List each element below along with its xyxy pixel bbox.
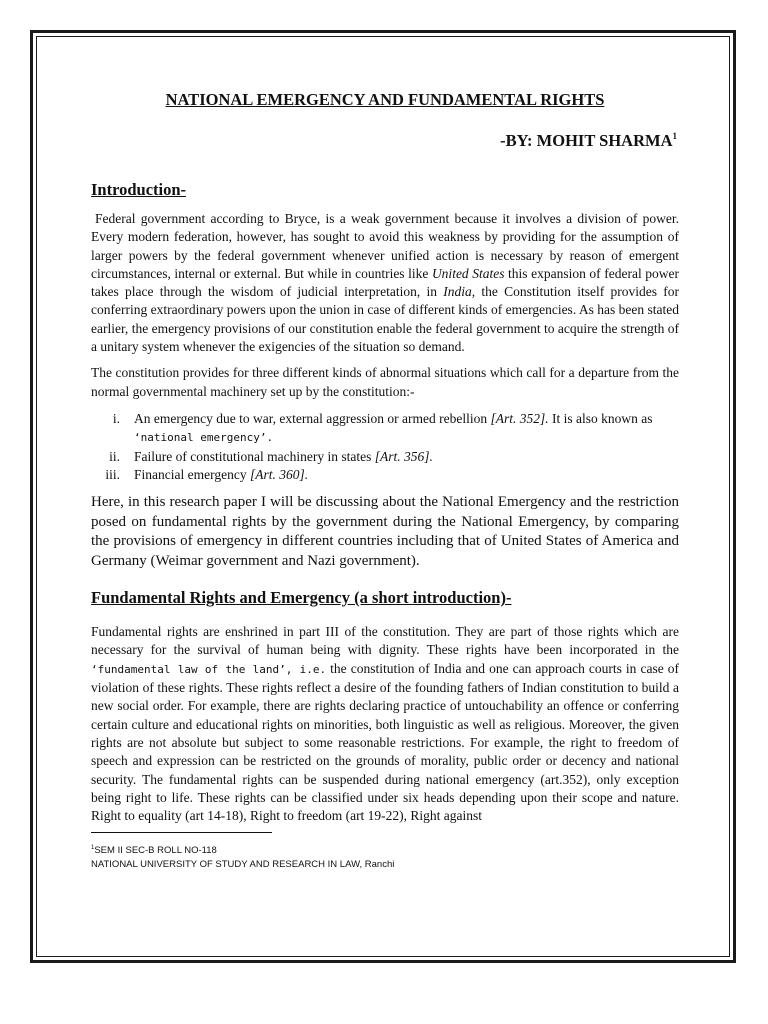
para1-italic-united-states: United States — [431, 265, 505, 281]
footnote-divider — [91, 832, 272, 833]
list-item-body: Failure of constitutional machinery in states — [134, 448, 375, 464]
list-item-article-ref: [Art. 352]. — [490, 410, 549, 426]
footnote-mark: 1 — [91, 845, 95, 852]
list-item-text — [134, 448, 679, 466]
author-line — [91, 124, 679, 148]
list-item — [91, 448, 679, 466]
footnote-text-1: SEM II SEC-B ROLL NO-118 — [94, 845, 217, 857]
list-item — [91, 466, 679, 484]
author-name: -BY: MOHIT SHARMA — [500, 131, 673, 150]
introduction-heading: Introduction- — [91, 180, 187, 199]
fundamental-rights-heading: Fundamental Rights and Emergency (a short introduction)- — [91, 588, 512, 608]
fr-term-fundamental-law: ‘fundamental law of the land’, i.e. — [91, 662, 327, 676]
list-item-article-ref: [Art. 356]. — [374, 448, 433, 464]
introduction-paragraph-1 — [91, 210, 679, 356]
list-item-number: ii. — [109, 448, 120, 464]
introduction-paragraph-2: The constitution provides for three different kinds of abnormal situations which call for a departure from the normal governmental machinery set up by the constitution:- — [91, 365, 679, 399]
para1-text-c: the Constitution itself provides for conferring extraordinary powers upon the union in case of different kinds of emergencies. As has been stated earlier, the emergency provisions of our constitution enable the federal government to acquire the strength of a unitary system whenever the exigencies of the situation so demand. — [91, 284, 679, 355]
footnote-line-1 — [91, 841, 679, 858]
list-item-body: Financial emergency — [134, 466, 250, 482]
para1-text-a: Federal government according to Bryce, is a weak government because it involves a division of power. Every modern federation, however, has sought to avoid this weakness by providing for the assumption of larger powers by the federal government whenever unified action is necessary by reason of emergent circumstances, internal or external. But while in countries like — [91, 211, 679, 281]
fundamental-rights-paragraph — [91, 623, 679, 825]
fr-text-a: Fundamental rights are enshrined in part III of the constitution. They are part of those rights which are necessary for the survival of human being with dignity. These rights have been incorporated in the — [91, 624, 679, 658]
list-item-number: iii. — [105, 466, 120, 482]
list-item-number: i. — [112, 410, 120, 426]
para1-text-b: this expansion of federal power takes place through the wisdom of judicial interpretation, in — [91, 265, 679, 300]
list-item-article-ref: [Art. 360]. — [249, 466, 309, 482]
para1-italic-india: India, — [443, 284, 476, 300]
fr-text-b: the constitution of India and one can approach courts in case of violation of these rights. These rights reflect a desire of the founding fathers of Indian constitution to build a new social order. For example, there are rights declaring practice of untouchability an offence or conferring certain culture and educational rights on minorities, both linguistic as well as religious. Moreover, the given rights are not absolute but subject to some reasonable restrictions. For example, the right to freedom of speech and expression can be restricted on the grounds of morality, public order or decency and national security. The fundamental rights can be suspended during national emergency (art.352), only exception being right to life. These rights can be classified under six heads depending upon their scope and nature. Right to equality (art 14-18), Right to freedom (art 19-22), Right against — [91, 660, 679, 824]
document-title: NATIONAL EMERGENCY AND FUNDAMENTAL RIGHTS — [165, 90, 605, 109]
list-item-term: ‘national emergency’. — [134, 431, 274, 445]
author-footnote-mark: 1 — [672, 131, 677, 141]
footnote-line-2: NATIONAL UNIVERSITY OF STUDY AND RESEARCH IN LAW, Ranchi — [91, 859, 395, 871]
emergency-types-list — [91, 410, 679, 484]
introduction-paragraph-3: Here, in this research paper I will be discussing about the National Emergency and the restriction posed on fundamental rights by the government during the National Emergency, by comparing the provisions of emergency in different countries including that of United States of America and Germany (Weimar government and Nazi government). — [91, 494, 679, 569]
list-item-tail: It is also known as — [548, 410, 653, 426]
document-body — [91, 88, 679, 872]
footnote — [91, 841, 679, 872]
list-item-body: An emergency due to war, external aggression or armed rebellion — [134, 410, 491, 426]
list-item-text — [134, 466, 679, 484]
list-item — [91, 410, 679, 448]
list-item-text — [134, 410, 679, 448]
